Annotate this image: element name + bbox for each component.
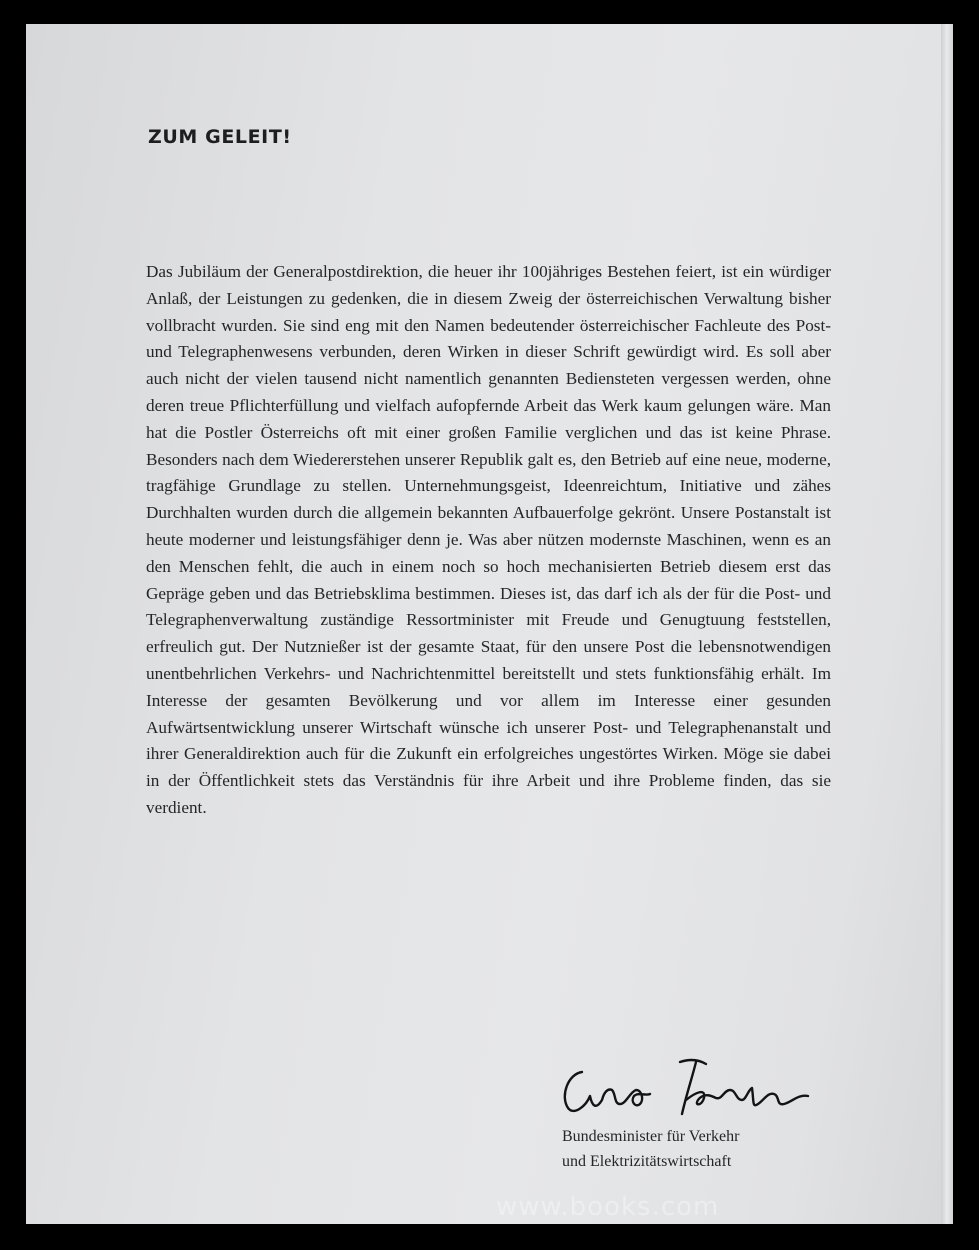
- signer-title: [562, 1124, 739, 1174]
- page-heading: ZUM GELEIT!: [148, 126, 292, 148]
- handwritten-signature: [546, 1044, 836, 1134]
- signer-title-line-2: und Elektrizitätswirtschaft: [562, 1153, 732, 1170]
- page-edge-shadow: [941, 24, 953, 1224]
- foreword-paragraph: Das Jubiläum der Generalpostdirektion, die heuer ihr 100jähriges Bestehen feiert, ist ein würdiger Anlaß, der Leistungen zu gedenken, die in diesem Zweig der österreichischen Verwaltung bisher vollbracht wurden. Sie sind eng mit den Namen bedeutender österreichischer Fachleute des Post- und Telegraphenwesens verbunden, deren Wirken in dieser Schrift gewürdigt wird. Es soll aber auch nicht der vielen tausend nicht namentlich genannten Bediensteten vergessen werden, ohne deren treue Pflichterfüllung und vielfach aufopfernde Arbeit das Werk kaum gelungen wäre. Man hat die Postler Österreichs oft mit einer großen Familie verglichen und das ist keine Phrase. Besonders nach dem Wiedererstehen unserer Republik galt es, den Betrieb auf eine neue, moderne, tragfähige Grundlage zu stellen. Unternehmungsgeist, Ideenreichtum, Initiative und zähes Durchhalten wurden durch die allgemein bekannten Aufbauerfolge gekrönt. Unsere Postanstalt ist heute moderner und leistungsfähiger denn je. Was aber nützen modernste Maschinen, wenn es an den Menschen fehlt, die auch in einem noch so hoch mechanisierten Betrieb diesem erst das Gepräge geben und das Betriebsklima bestimmen. Dieses ist, das darf ich als der für die Post- und Telegraphenverwaltung zuständige Ressortminister mit Freude und Genugtuung feststellen, erfreulich gut. Der Nutznießer ist der gesamte Staat, für den unsere Post die lebensnotwendigen unentbehrlichen Verkehrs- und Nachrichtenmittel bereitstellt und stets funktionsfähig erhält. Im Interesse der gesamten Bevölkerung und vor allem im Interesse einer gesunden Aufwärtsentwicklung unserer Wirtschaft wünsche ich unserer Post- und Telegraphenanstalt und ihrer Generaldirektion auch für die Zukunft ein erfolgreiches ungestörtes Wirken. Möge sie dabei in der Öffentlichkeit stets das Verständnis für ihre Arbeit und ihre Probleme finden, das sie verdient.: [146, 262, 831, 817]
- watermark-text: www.books.com: [496, 1192, 720, 1222]
- signer-title-line-1: Bundesminister für Verkehr: [562, 1128, 740, 1145]
- document-page: [26, 24, 953, 1224]
